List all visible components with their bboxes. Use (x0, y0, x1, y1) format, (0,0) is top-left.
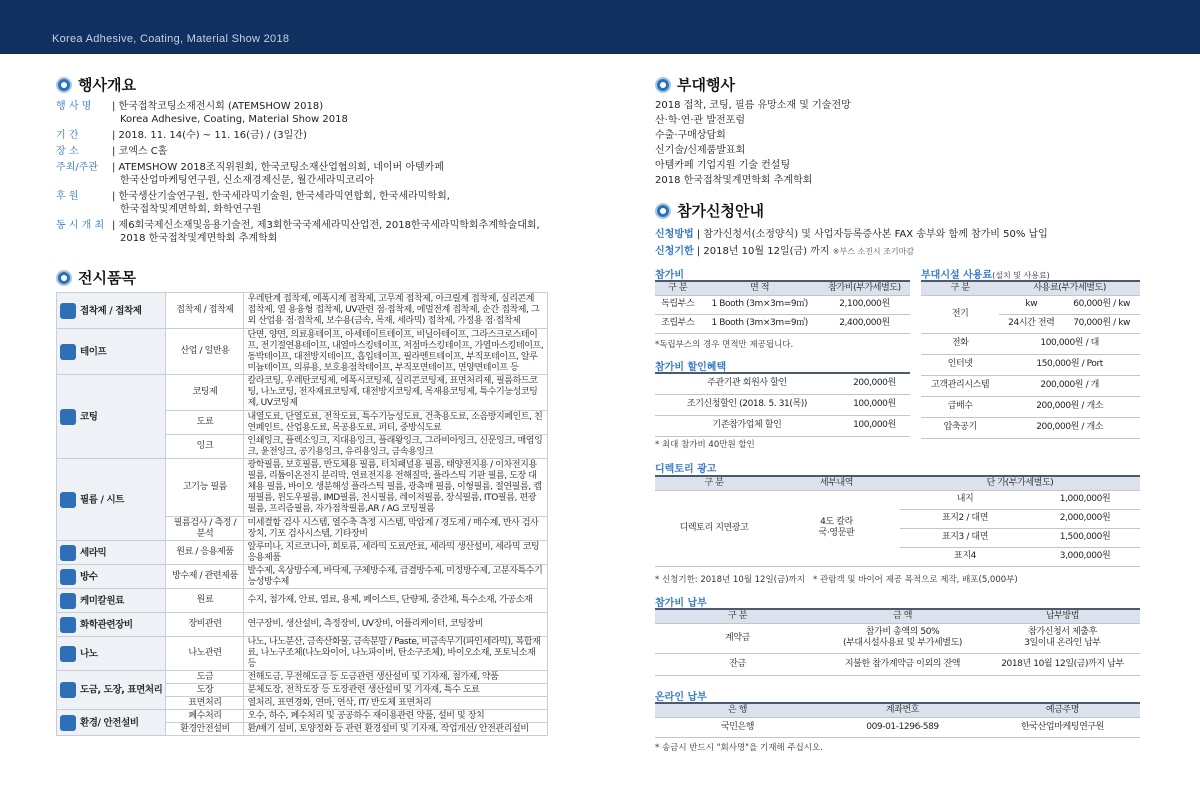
exhibit-subcategory: 도금 (166, 671, 244, 684)
exhibit-detail: 수지, 첨가제, 안료, 염료, 용제, 페이스트, 단량체, 중간체, 특수소재, 가공소재 (244, 589, 548, 613)
side-event-item: 신기술/신제품발표회 (655, 145, 746, 156)
overview-info (56, 100, 576, 248)
exhibit-detail: 내열도료, 단열도료, 전착도료, 특수기능성도료, 건축용도료, 소음방지페인트, 친연페인트, 산업용도료, 목공용도료, 퍼티, 중방식도료 (244, 411, 548, 435)
exhibit-detail: 나노, 나노분산, 금속산화물, 금속분말 / Paste, 비금속무기(파인세라믹), 복합재료, 나노구조체(나노와이어, 나노파이버, 탄소구조체), 바이오소재, 포토닉소재 등 (244, 637, 548, 671)
category-icon (60, 593, 76, 609)
exhibit-detail: 인쇄잉크, 플렉소잉크, 지대용잉크, 플래왕잉크, 그라비아잉크, 신문잉크, 매엽잉크, 윤전잉크, 공기용잉크, 유리용잉크, 금속용잉크 (244, 435, 548, 459)
header-bar (0, 0, 1200, 54)
category-icon (60, 492, 76, 508)
discount-table: 주관기관 회원사 할인 200,000원 조기신청할인 (2018. 5. 31(목)) 100,000원 기존참가업체 할인 100,000원 (655, 372, 910, 437)
exhibit-subcategory: 잉크 (166, 435, 244, 459)
exhibit-subcategory: 나노관련 (166, 637, 244, 671)
exhibit-detail: 단면, 양면, 의료용테이프, 아세테이트테이프, 비닐아테이프, 그라스크로스테이프, 전기절연용테이프, 내열마스킹테이프, 저점마스킹테이프, 가열마스킹테이프, 동박테이프, 대전방지테이프, 흡입테이프, 필라멘트테이프, 부직포테이프, 알루미늄테이프, 의류용, 보호용점착테이프, 부직포면테이프, 면양면테이프 등 (244, 329, 548, 375)
payment-table: 구 분 금 액 납부방법 계약금 참가비 총액의 50% (부대시설사용료 및 부가세별도) 참가신청서 제출후 3일이내 온라인 납부 잔금 지불한 참가계약금 이외의 잔액 2018년 10월 12일(금)까지 납부 (655, 608, 1140, 676)
exhibit-detail: 오수, 하수, 폐수처리 및 공공하수 재이용관련 약품, 설비 및 장치 (244, 710, 548, 723)
directory-title: 디렉토리 광고 (655, 464, 717, 475)
bullet-icon (56, 77, 72, 93)
overview-row (56, 145, 576, 158)
exhibit-detail: 미세결함 검사 시스템, 열수축 측정 시스템, 막압계 / 경도계 / 매수계, 반사 검사장치, 기포 검사시스템, 기타장비 (244, 517, 548, 541)
exhibit-detail: 칼라코팅, 우레탄코팅제, 에폭시코팅제, 실리콘코팅제, 표면처리제, 필름하드코팅, 나노코팅, 전자재료코팅제, 대전방지코팅제, 목재용코팅제, 특수기능성코팅제, UV코팅제 (244, 375, 548, 411)
overview-row (56, 129, 576, 142)
exhibit-category: 도금, 도장, 표면처리 (57, 671, 166, 710)
fee-table: 구 분 면 적 참가비(부가세별도) 독립부스 1 Booth (3m×3m=9㎡) 2,100,000원 조립부스 1 Booth (3m×3m=9㎡) 2,400,000원 (655, 280, 910, 334)
fee-title: 참가비 (655, 270, 684, 281)
overview-value: | 제6회국제신소재및응용기술전, 제3회한국국제세라믹산업전, 2018한국세라믹학회추계학술대회, (112, 220, 540, 231)
exhibit-row (57, 541, 548, 565)
overview-value: | 한국생산기술연구원, 한국세라믹기술원, 한국세라믹연합회, 한국세라믹학회, (112, 191, 450, 202)
side-events-heading: 부대행사 (655, 74, 735, 95)
overview-row (56, 100, 576, 126)
bullet-icon (655, 203, 671, 219)
exhibit-row (57, 710, 548, 723)
exhibit-subcategory: 표면처리 (166, 697, 244, 710)
discount-title: 참가비 할인혜택 (655, 362, 727, 373)
exhibit-detail: 광학필름, 보호필름, 반도체용 필름, 터치패널용 필름, 태양전지용 / 이차전지용 필름, 리튬이온전지 분리막, 연료전지용 전해질막, 플라스틱 기판 필름, 도장 대체용 필름, 바이오 생분해성 플라스틱 필름, 광촉매 필름, 이형필름, 절연필름, 캡핑필름, 윈도우필름, IMD필름, 전시필름, 레이저필름, 장식필름, ITO필름, 편광필름, 프리즘필름, 자가점착필름,AR / AG 코팅필름 (244, 459, 548, 517)
online-note: * 송금시 반드시 "회사명"을 기재해 주십시오. (655, 743, 823, 753)
overview-value-2: Korea Adhesive, Coating, Material Show 2018 (120, 114, 348, 125)
exhibit-detail: 환/배기 설비, 토양정화 등 관련 환경설비 및 기자재, 작업개선/ 안전관리설비 (244, 723, 548, 736)
facility-title: 부대시설 사용료(설치 및 사용료) (921, 270, 1050, 281)
overview-value: | 코엑스 C홀 (112, 146, 168, 157)
overview-key: 행 사 명 (56, 101, 92, 112)
exhibit-subcategory: 폐수처리 (166, 710, 244, 723)
exhibit-subcategory: 접착제 / 접착제 (166, 293, 244, 329)
exhibit-category: 세라믹 (57, 541, 166, 565)
side-event-item: 수출·구매상담회 (655, 130, 726, 141)
side-event-item: 2018 한국접착및계면학회 추계학회 (655, 175, 813, 186)
category-icon (60, 344, 76, 360)
exhibit-detail: 발수제, 옥상방수제, 바닥제, 구체방수제, 급결방수제, 미정방수제, 고분자특수기능성방수제 (244, 565, 548, 589)
overview-row (56, 161, 576, 187)
directory-table: 구 분 세부내역 단 가(부가세별도) 디렉토리 지면광고 4도 칼라 국·영문판 내지 1,000,000원 표지2 / 대면 2,000,000원 표지3 / 대면 1,500,000원 표지4 3,000,000원 (655, 475, 1140, 567)
overview-value: | 한국접착코팅소재전시회 (ATEMSHOW 2018) (112, 101, 324, 112)
exhibit-detail: 알루미나, 지르코니아, 희토류, 세라믹 도료/안료, 세라믹 생산설비, 세라믹 코팅 응용제품 (244, 541, 548, 565)
exhibit-row (57, 329, 548, 375)
overview-heading: 행사개요 (56, 74, 136, 95)
exhibit-subcategory: 도장 (166, 684, 244, 697)
exhibit-detail: 분체도장, 전착도장 등 도장관련 생산설비 및 기자재, 특수 도료 (244, 684, 548, 697)
exhibit-subcategory: 도료 (166, 411, 244, 435)
overview-value-2: 한국산업마케팅연구원, 신소재경제신문, 월간세라믹코리아 (120, 175, 375, 186)
exhibit-row (57, 293, 548, 329)
exhibit-category: 접착제 / 접착제 (57, 293, 166, 329)
exhibit-subcategory: 필름검사 / 측정 / 분석 (166, 517, 244, 541)
exhibit-category: 방수 (57, 565, 166, 589)
category-icon (60, 409, 76, 425)
overview-key: 주최/주관 (56, 162, 99, 173)
exhibit-detail: 우레탄계 접착제, 에폭시계 접착제, 고무계 접착제, 아크릴계 접착제, 실리콘계 접착제, 열 용융형 접착제, UV관련 점·접착제, 에멀전계 접착제, 순간 접착제, 그외 산업용 점·접착제, 보수용(금속, 목재, 세라믹) 접착제, 가정용 점·접착제 (244, 293, 548, 329)
exhibit-row (57, 589, 548, 613)
exhibit-row (57, 637, 548, 671)
exhibit-row (57, 565, 548, 589)
category-icon (60, 682, 76, 698)
online-table: 은 행 계좌번호 예금주명 국민은행 009-01-1296-589 한국산업마케팅연구원 (655, 702, 1140, 738)
side-event-item: 아템카페 기업지원 기술 컨설팅 (655, 160, 791, 171)
directory-note: * 신청기한: 2018년 10월 12일(금)까지 * 관람객 및 바이어 제공 목적으로 제작, 배포(5,000부) (655, 575, 1018, 585)
apply-method: 신청방법 | 참가신청서(소정양식) 및 사업자등록증사본 FAX 송부와 함께 참가비 50% 납입 (655, 229, 1048, 240)
overview-value: | 2018. 11. 14(수) ~ 11. 16(금) / (3일간) (112, 130, 307, 141)
header-title: Korea Adhesive, Coating, Material Show 2018 (52, 33, 290, 45)
category-icon (60, 569, 76, 585)
bullet-icon (655, 77, 671, 93)
exhibit-row (57, 613, 548, 637)
overview-key: 기 간 (56, 130, 79, 141)
exhibits-table (56, 292, 548, 736)
exhibits-heading: 전시품목 (56, 267, 136, 288)
facility-table: 구 분 사용료(부가세별도) 전기 kw 60,000원 / kw 24시간 전력 70,000원 / kw 전화 100,000원 / 대 인터넷 150,000원 / Port 고객관리시스템 200,000원 / 개 급배수 200,000원 / 개소 압축공기 200,000원 / 개소 (921, 280, 1140, 439)
exhibit-category: 테이프 (57, 329, 166, 375)
exhibit-row (57, 459, 548, 517)
exhibit-subcategory: 코팅제 (166, 375, 244, 411)
exhibit-subcategory: 산업 / 일반용 (166, 329, 244, 375)
exhibit-row (57, 375, 548, 411)
exhibit-detail: 전해도금, 무전해도금 등 도금관련 생산설비 및 기자재, 첨가제, 약품 (244, 671, 548, 684)
overview-row (56, 219, 576, 245)
exhibit-category: 환경/ 안전설비 (57, 710, 166, 736)
payment-title: 참가비 납부 (655, 598, 707, 609)
overview-key: 장 소 (56, 146, 79, 157)
overview-key: 후 원 (56, 191, 79, 202)
exhibit-category: 화학관련장비 (57, 613, 166, 637)
side-event-item: 2018 접착, 코팅, 필름 유망소재 및 기술전망 (655, 100, 851, 111)
overview-value-2: 2018 한국접착및계면학회 추계학회 (120, 233, 278, 244)
exhibit-subcategory: 방수제 / 관련제품 (166, 565, 244, 589)
exhibit-detail: 연구장비, 생산설비, 측정장비, UV장비, 어플리케이터, 코팅장비 (244, 613, 548, 637)
overview-value: | ATEMSHOW 2018조직위원회, 한국코팅소재산업협의회, 네이버 아템카페 (112, 162, 444, 173)
category-icon (60, 545, 76, 561)
exhibit-detail: 열처리, 표면경화, 연마, 연삭, IT/ 반도체 표면처리 (244, 697, 548, 710)
side-events-list (655, 98, 851, 188)
category-icon (60, 617, 76, 633)
exhibit-subcategory: 고기능 필름 (166, 459, 244, 517)
category-icon (60, 715, 76, 731)
bullet-icon (56, 270, 72, 286)
overview-row (56, 190, 576, 216)
category-icon (60, 303, 76, 319)
overview-key: 동 시 개 최 (56, 220, 105, 231)
exhibit-row (57, 671, 548, 684)
discount-note: * 최대 참가비 40만원 할인 (655, 440, 755, 450)
exhibit-subcategory: 환경안전설비 (166, 723, 244, 736)
exhibit-subcategory: 원료 / 응용제품 (166, 541, 244, 565)
exhibit-category: 코팅 (57, 375, 166, 459)
apply-heading: 참가신청안내 (655, 200, 764, 221)
exhibit-category: 필름 / 시트 (57, 459, 166, 541)
overview-value-2: 한국접착및계면학회, 화학연구원 (120, 204, 262, 215)
side-event-item: 산·학·연·관 발전포럼 (655, 115, 745, 126)
exhibit-subcategory: 장비관련 (166, 613, 244, 637)
exhibit-subcategory: 원료 (166, 589, 244, 613)
online-title: 온라인 납부 (655, 692, 707, 703)
apply-deadline: 신청기한 | 2018년 10월 12일(금) 까지 ※부스 소진시 조기마감 (655, 246, 915, 257)
exhibit-category: 케미칼원료 (57, 589, 166, 613)
fee-note: *독립부스의 경우 면적만 제공됩니다. (655, 340, 794, 350)
category-icon (60, 646, 76, 662)
exhibit-category: 나노 (57, 637, 166, 671)
